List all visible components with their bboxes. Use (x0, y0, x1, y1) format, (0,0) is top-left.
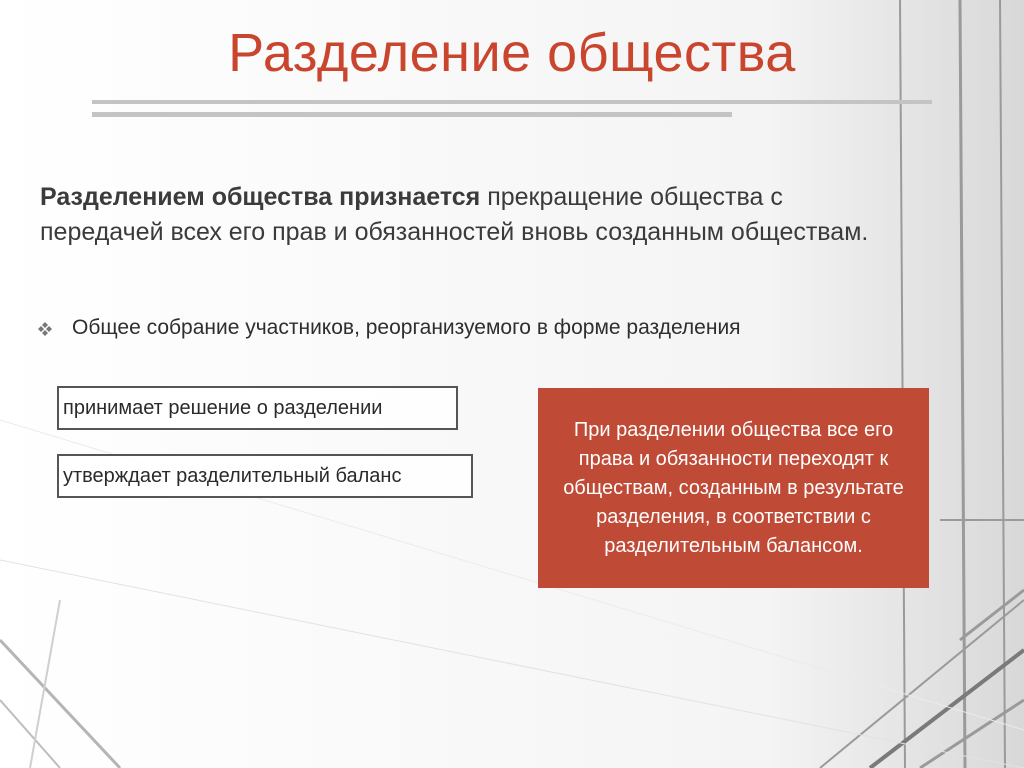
definition-term: Разделением общества признается (40, 183, 481, 211)
action-text: принимает решение о разделении (63, 396, 383, 419)
slide-title: Разделение общества (228, 23, 796, 83)
title-divider-top (92, 100, 932, 104)
bullet-text: Общее собрание участников, реорганизуемого в форме разделения (72, 316, 741, 339)
definition-text: прекращение общества с передачей всех его прав и обязанностей вновь созданным обществам. (40, 183, 869, 246)
action-box-decision (57, 386, 458, 430)
title-divider-bottom (92, 112, 732, 117)
diamond-bullet-icon (38, 322, 52, 336)
action-box-balance (57, 454, 473, 498)
callout-box (538, 388, 929, 588)
definition-paragraph (40, 180, 910, 250)
action-text: утверждает разделительный баланс (63, 464, 402, 487)
callout-text: При разделении общества все его права и обязанности переходят к обществам, созданным в результате разделения, в соответствии с разделительным балансом. (563, 418, 904, 557)
